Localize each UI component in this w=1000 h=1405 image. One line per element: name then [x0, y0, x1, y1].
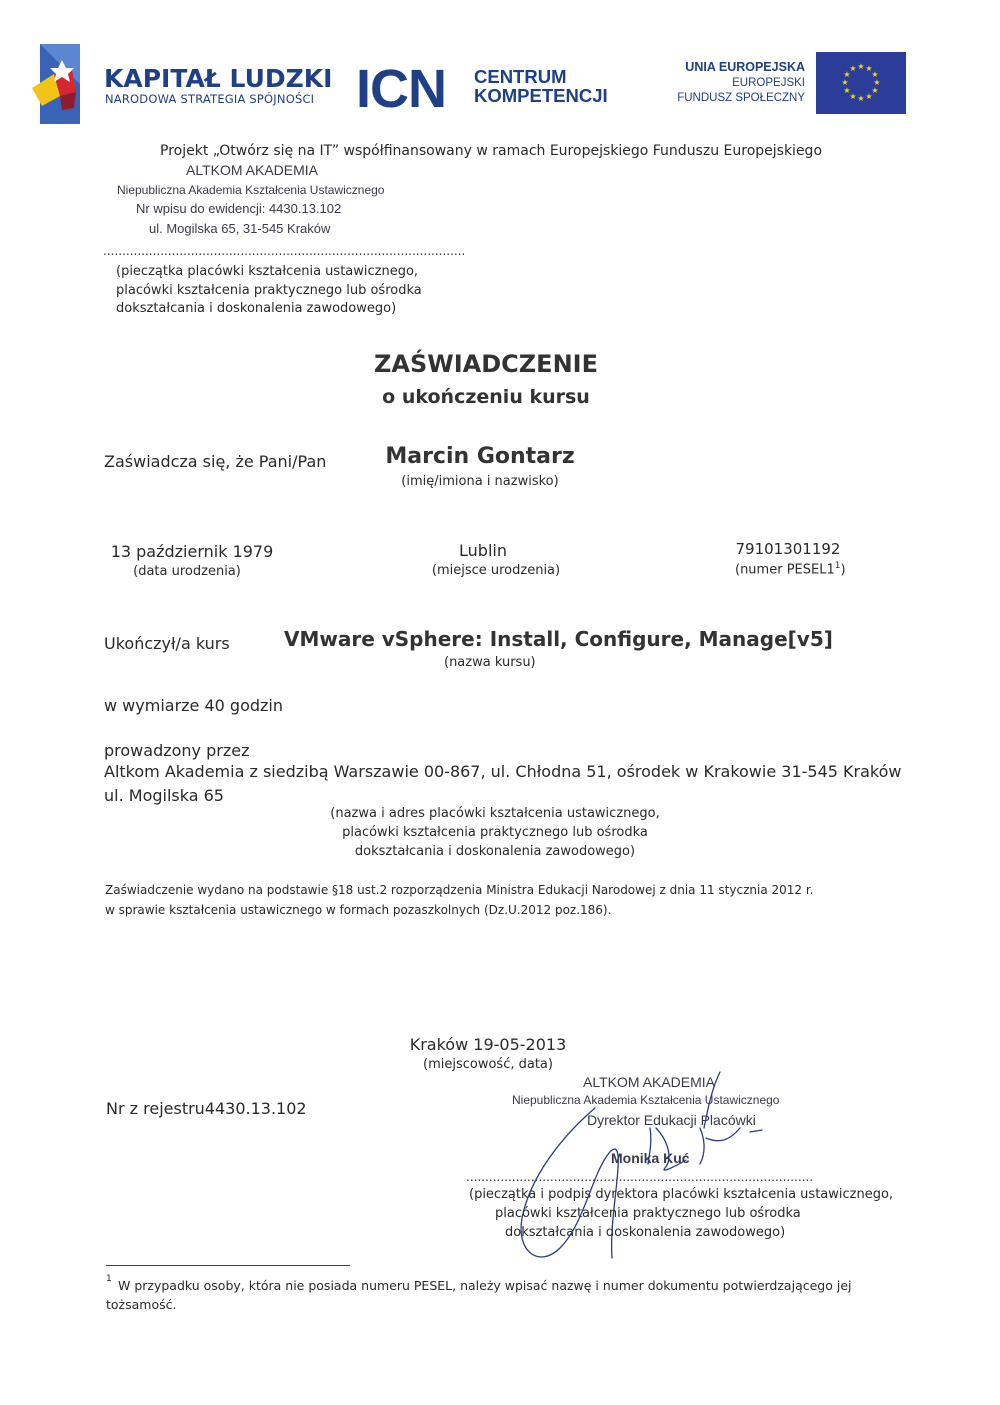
course-hours: w wymiarze 40 godzin: [104, 696, 283, 715]
birth-date: 13 październik 1979: [110, 542, 274, 561]
icn-logo-line2: KOMPETENCJI: [474, 85, 608, 106]
pesel-caption-end: ): [840, 562, 846, 578]
stamp-bottom-caption2: placówki kształcenia praktycznego lub ośrodka: [495, 1206, 801, 1221]
institution-line1: Altkom Akademia z siedzibą Warszawie 00-867, ul. Chłodna 51, ośrodek w Krakowie 31-545 Kraków: [104, 762, 902, 781]
stamp-top-name: ALTKOM AKADEMIA: [186, 162, 318, 178]
stamp-top-line3: Nr wpisu do ewidencji: 4430.13.102: [136, 201, 342, 216]
pesel-caption-text: (numer PESEL1: [735, 562, 835, 578]
footnote-marker: 1: [106, 1274, 112, 1284]
stamp-top-line4: ul. Mogilska 65, 31-545 Kraków: [149, 221, 331, 236]
institution-caption1: (nazwa i adres placówki kształcenia ustawicznego,: [330, 806, 660, 821]
icn-logo-line1: CENTRUM: [474, 66, 567, 87]
kapital-ludzki-title: KAPITAŁ LUDZKI: [104, 64, 333, 93]
stamp-top-caption1: (pieczątka placówki kształcenia ustawicznego,: [116, 264, 419, 279]
svg-text:★: ★: [871, 86, 879, 95]
stamp-top-dotted-line: ...............................................................................................: [103, 244, 466, 258]
eu-logo-line2: EUROPEJSKI: [732, 77, 805, 89]
pesel-caption-sup: 1: [834, 561, 841, 571]
register-number: Nr z rejestru4430.13.102: [106, 1099, 307, 1118]
stamp-bottom-signer: Monika Kuć: [611, 1150, 690, 1166]
stamp-top-caption3: dokształcania i doskonalenia zawodowego): [116, 301, 397, 316]
svg-text:★: ★: [865, 64, 873, 73]
birth-place: Lublin: [459, 541, 507, 560]
certificate-subtitle: o ukończeniu kursu: [382, 386, 590, 408]
project-line: Projekt „Otwórz się na IT” współfinansowany w ramach Europejskiego Funduszu Europejskiego: [160, 143, 823, 159]
svg-text:★: ★: [857, 62, 865, 71]
person-name-caption: (imię/imiona i nazwisko): [401, 474, 559, 489]
pesel-number: 79101301192: [735, 540, 841, 558]
course-name: VMware vSphere: Install, Configure, Manage[v5]: [284, 627, 833, 651]
svg-text:★: ★: [841, 78, 849, 87]
issue-place-date-caption: (miejscowość, data): [423, 1057, 553, 1072]
course-name-caption: (nazwa kursu): [444, 655, 536, 670]
svg-text:★: ★: [843, 70, 851, 79]
svg-text:★: ★: [873, 78, 881, 87]
person-name: Marcin Gontarz: [385, 444, 575, 469]
icn-logo-text: ICN: [356, 59, 446, 119]
institution-line2: ul. Mogilska 65: [104, 786, 224, 805]
svg-text:★: ★: [843, 86, 851, 95]
stamp-bottom-caption3: dokształcania i doskonalenia zawodowego): [505, 1225, 786, 1240]
legal-basis-line1: Zaświadczenie wydano na podstawie §18 ust.2 rozporządzenia Ministra Edukacji Narodowej z dnia 11 stycznia 2012 r.: [105, 883, 814, 897]
certificate-title: ZAŚWIADCZENIE: [374, 350, 598, 378]
signature-icon: [500, 1068, 780, 1278]
stamp-bottom-name: ALTKOM AKADEMIA: [583, 1074, 715, 1090]
stamp-bottom-line3: Dyrektor Edukacji Placówki: [587, 1112, 756, 1128]
svg-text:★: ★: [857, 94, 865, 103]
stamp-top-caption2: placówki kształcenia praktycznego lub ośrodka: [116, 283, 422, 298]
footnote-separator: [106, 1265, 350, 1266]
issue-place-date: Kraków 19-05-2013: [409, 1035, 567, 1054]
birth-place-caption: (miejsce urodzenia): [431, 563, 561, 578]
institution-caption3: dokształcania i doskonalenia zawodowego): [354, 844, 636, 859]
footnote-line1: W przypadku osoby, która nie posiada numeru PESEL, należy wpisać nazwę i numer dokumentu potwierdzającego jej: [118, 1278, 852, 1293]
svg-text:★: ★: [871, 70, 879, 79]
kapital-ludzki-emblem-icon: [32, 44, 82, 126]
completed-label: Ukończył/a kurs: [104, 634, 230, 653]
conducted-by-label: prowadzony przez: [104, 741, 250, 760]
pesel-caption: [735, 561, 846, 577]
eu-logo-line1: UNIA EUROPEJSKA: [685, 60, 805, 74]
footnote-line2: tożsamość.: [106, 1297, 177, 1312]
stamp-top-line2: Niepubliczna Akademia Kształcenia Ustawicznego: [117, 183, 385, 197]
stamp-bottom-line2: Niepubliczna Akademia Kształcenia Ustawicznego: [512, 1093, 780, 1107]
stamp-bottom-dotted-line: ...........................................................................................: [466, 1170, 814, 1184]
kapital-ludzki-subtitle: NARODOWA STRATEGIA SPÓJNOŚCI: [105, 92, 315, 106]
legal-basis-line2: w sprawie kształcenia ustawicznego w formach pozaszkolnych (Dz.U.2012 poz.186).: [105, 903, 612, 917]
svg-text:★: ★: [849, 64, 857, 73]
intro-label: Zaświadcza się, że Pani/Pan: [104, 452, 327, 471]
eu-logo-line3: FUNDUSZ SPOŁECZNY: [677, 92, 805, 104]
eu-flag-icon: [816, 52, 906, 114]
stamp-bottom-caption1: (pieczątka i podpis dyrektora placówki kształcenia ustawicznego,: [469, 1187, 894, 1202]
svg-text:★: ★: [865, 92, 873, 101]
svg-text:★: ★: [849, 92, 857, 101]
birth-date-caption: (data urodzenia): [133, 564, 241, 579]
institution-caption2: placówki kształcenia praktycznego lub ośrodka: [342, 825, 648, 840]
